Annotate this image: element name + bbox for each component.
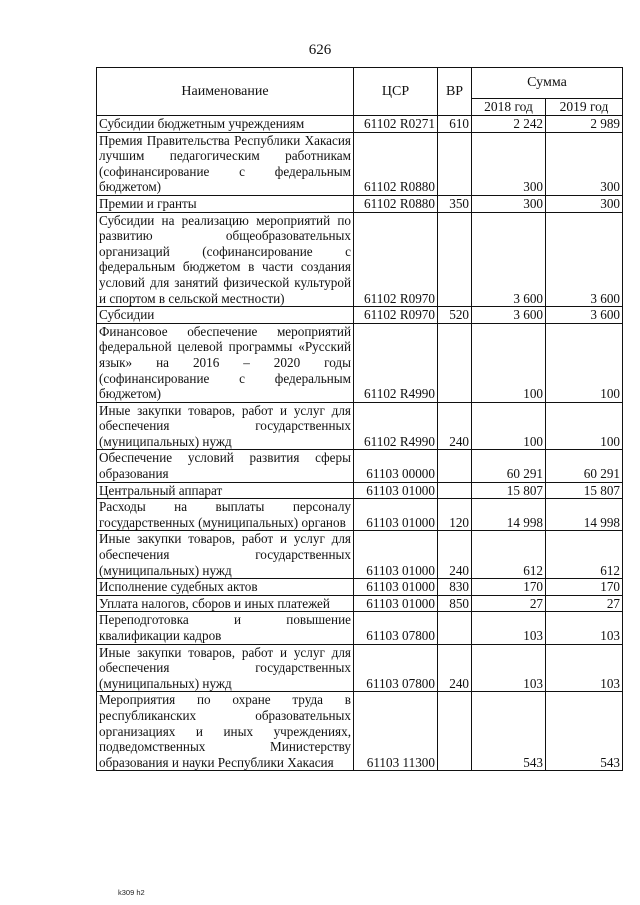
row-value-2018: 14 998 xyxy=(472,499,546,531)
table-body xyxy=(97,116,623,771)
row-csr: 61102 R4990 xyxy=(354,323,438,402)
row-name: Иные закупки товаров, работ и услуг для обеспечения государственных (муниципальных) нужд xyxy=(97,531,354,579)
row-value-2019: 103 xyxy=(546,612,623,644)
row-value-2018: 612 xyxy=(472,531,546,579)
row-vr: 830 xyxy=(438,579,472,596)
row-vr xyxy=(438,450,472,482)
row-name: Мероприятия по охране труда в республиканских образовательных организациях и иных учреждениях, подведомственных Министерству образования и науки Республики Хакасия xyxy=(97,692,354,771)
row-value-2019: 2 989 xyxy=(546,116,623,133)
row-name: Финансовое обеспечение мероприятий федеральной целевой программы «Русский язык» на 2016 – 2020 годы (софинансирование с федеральным бюджетом) xyxy=(97,323,354,402)
table-row xyxy=(97,323,623,402)
row-name: Иные закупки товаров, работ и услуг для обеспечения государственных (муниципальных) нужд xyxy=(97,402,354,450)
row-vr: 240 xyxy=(438,644,472,692)
footer-code: k309 h2 xyxy=(118,888,145,897)
row-csr: 61103 07800 xyxy=(354,612,438,644)
row-name: Обеспечение условий развития сферы образования xyxy=(97,450,354,482)
header-year-2018: 2018 год xyxy=(472,99,546,116)
row-value-2018: 543 xyxy=(472,692,546,771)
row-value-2019: 15 807 xyxy=(546,482,623,499)
row-vr xyxy=(438,482,472,499)
table-row xyxy=(97,482,623,499)
table-row xyxy=(97,692,623,771)
row-csr: 61102 R0880 xyxy=(354,195,438,212)
row-csr: 61103 01000 xyxy=(354,579,438,596)
row-csr: 61102 R0880 xyxy=(354,132,438,195)
table-row xyxy=(97,195,623,212)
header-sum: Сумма xyxy=(472,68,623,99)
row-csr: 61103 07800 xyxy=(354,644,438,692)
row-vr: 240 xyxy=(438,402,472,450)
row-value-2019: 100 xyxy=(546,323,623,402)
table-row xyxy=(97,579,623,596)
row-value-2018: 15 807 xyxy=(472,482,546,499)
row-name: Переподготовка и повышение квалификации кадров xyxy=(97,612,354,644)
page-number: 626 xyxy=(308,42,332,58)
table-row xyxy=(97,116,623,133)
table-row xyxy=(97,132,623,195)
header-name: Наименование xyxy=(97,68,354,116)
row-value-2019: 100 xyxy=(546,402,623,450)
table-row xyxy=(97,612,623,644)
row-value-2019: 103 xyxy=(546,644,623,692)
header-year-2019: 2019 год xyxy=(546,99,623,116)
row-name: Субсидии на реализацию мероприятий по развитию общеобразовательных организаций (софинансирование с федеральным бюджетом в части создания условий для занятий физической культурой и спортом в сельской местности) xyxy=(97,212,354,307)
row-csr: 61103 01000 xyxy=(354,482,438,499)
row-value-2018: 300 xyxy=(472,132,546,195)
row-value-2018: 2 242 xyxy=(472,116,546,133)
row-name: Иные закупки товаров, работ и услуг для обеспечения государственных (муниципальных) нужд xyxy=(97,644,354,692)
row-value-2018: 3 600 xyxy=(472,212,546,307)
table-row xyxy=(97,402,623,450)
row-value-2019: 300 xyxy=(546,195,623,212)
row-value-2019: 612 xyxy=(546,531,623,579)
row-value-2018: 3 600 xyxy=(472,307,546,324)
table-row xyxy=(97,307,623,324)
row-value-2018: 27 xyxy=(472,595,546,612)
row-value-2018: 100 xyxy=(472,402,546,450)
row-name: Исполнение судебных актов xyxy=(97,579,354,596)
table-row xyxy=(97,450,623,482)
row-csr: 61103 11300 xyxy=(354,692,438,771)
row-csr: 61102 R0970 xyxy=(354,212,438,307)
row-value-2019: 300 xyxy=(546,132,623,195)
table-row xyxy=(97,644,623,692)
row-csr: 61103 01000 xyxy=(354,595,438,612)
row-value-2018: 103 xyxy=(472,612,546,644)
row-value-2019: 27 xyxy=(546,595,623,612)
row-csr: 61103 01000 xyxy=(354,531,438,579)
row-vr xyxy=(438,132,472,195)
row-vr: 520 xyxy=(438,307,472,324)
row-value-2018: 60 291 xyxy=(472,450,546,482)
row-csr: 61103 01000 xyxy=(354,499,438,531)
row-csr: 61102 R0271 xyxy=(354,116,438,133)
row-name: Уплата налогов, сборов и иных платежей xyxy=(97,595,354,612)
header-csr: ЦСР xyxy=(354,68,438,116)
table-row xyxy=(97,531,623,579)
row-vr: 240 xyxy=(438,531,472,579)
row-name: Расходы на выплаты персоналу государственных (муниципальных) органов xyxy=(97,499,354,531)
row-csr: 61102 R0970 xyxy=(354,307,438,324)
row-vr xyxy=(438,692,472,771)
row-value-2019: 3 600 xyxy=(546,212,623,307)
row-value-2019: 3 600 xyxy=(546,307,623,324)
row-csr: 61103 00000 xyxy=(354,450,438,482)
row-vr xyxy=(438,212,472,307)
row-vr xyxy=(438,323,472,402)
row-value-2019: 60 291 xyxy=(546,450,623,482)
row-name: Субсидии xyxy=(97,307,354,324)
table-row xyxy=(97,595,623,612)
row-vr: 120 xyxy=(438,499,472,531)
table-row xyxy=(97,212,623,307)
row-value-2018: 100 xyxy=(472,323,546,402)
row-value-2018: 300 xyxy=(472,195,546,212)
table-row xyxy=(97,499,623,531)
row-name: Премия Правительства Республики Хакасия лучшим педагогическим работникам (софинансирование с федеральным бюджетом) xyxy=(97,132,354,195)
row-name: Субсидии бюджетным учреждениям xyxy=(97,116,354,133)
row-vr: 610 xyxy=(438,116,472,133)
row-value-2018: 103 xyxy=(472,644,546,692)
row-value-2019: 543 xyxy=(546,692,623,771)
row-name: Центральный аппарат xyxy=(97,482,354,499)
row-csr: 61102 R4990 xyxy=(354,402,438,450)
row-name: Премии и гранты xyxy=(97,195,354,212)
row-vr xyxy=(438,612,472,644)
row-vr: 350 xyxy=(438,195,472,212)
header-vr: ВР xyxy=(438,68,472,116)
row-value-2019: 170 xyxy=(546,579,623,596)
row-value-2018: 170 xyxy=(472,579,546,596)
row-vr: 850 xyxy=(438,595,472,612)
budget-table xyxy=(96,67,623,771)
row-value-2019: 14 998 xyxy=(546,499,623,531)
